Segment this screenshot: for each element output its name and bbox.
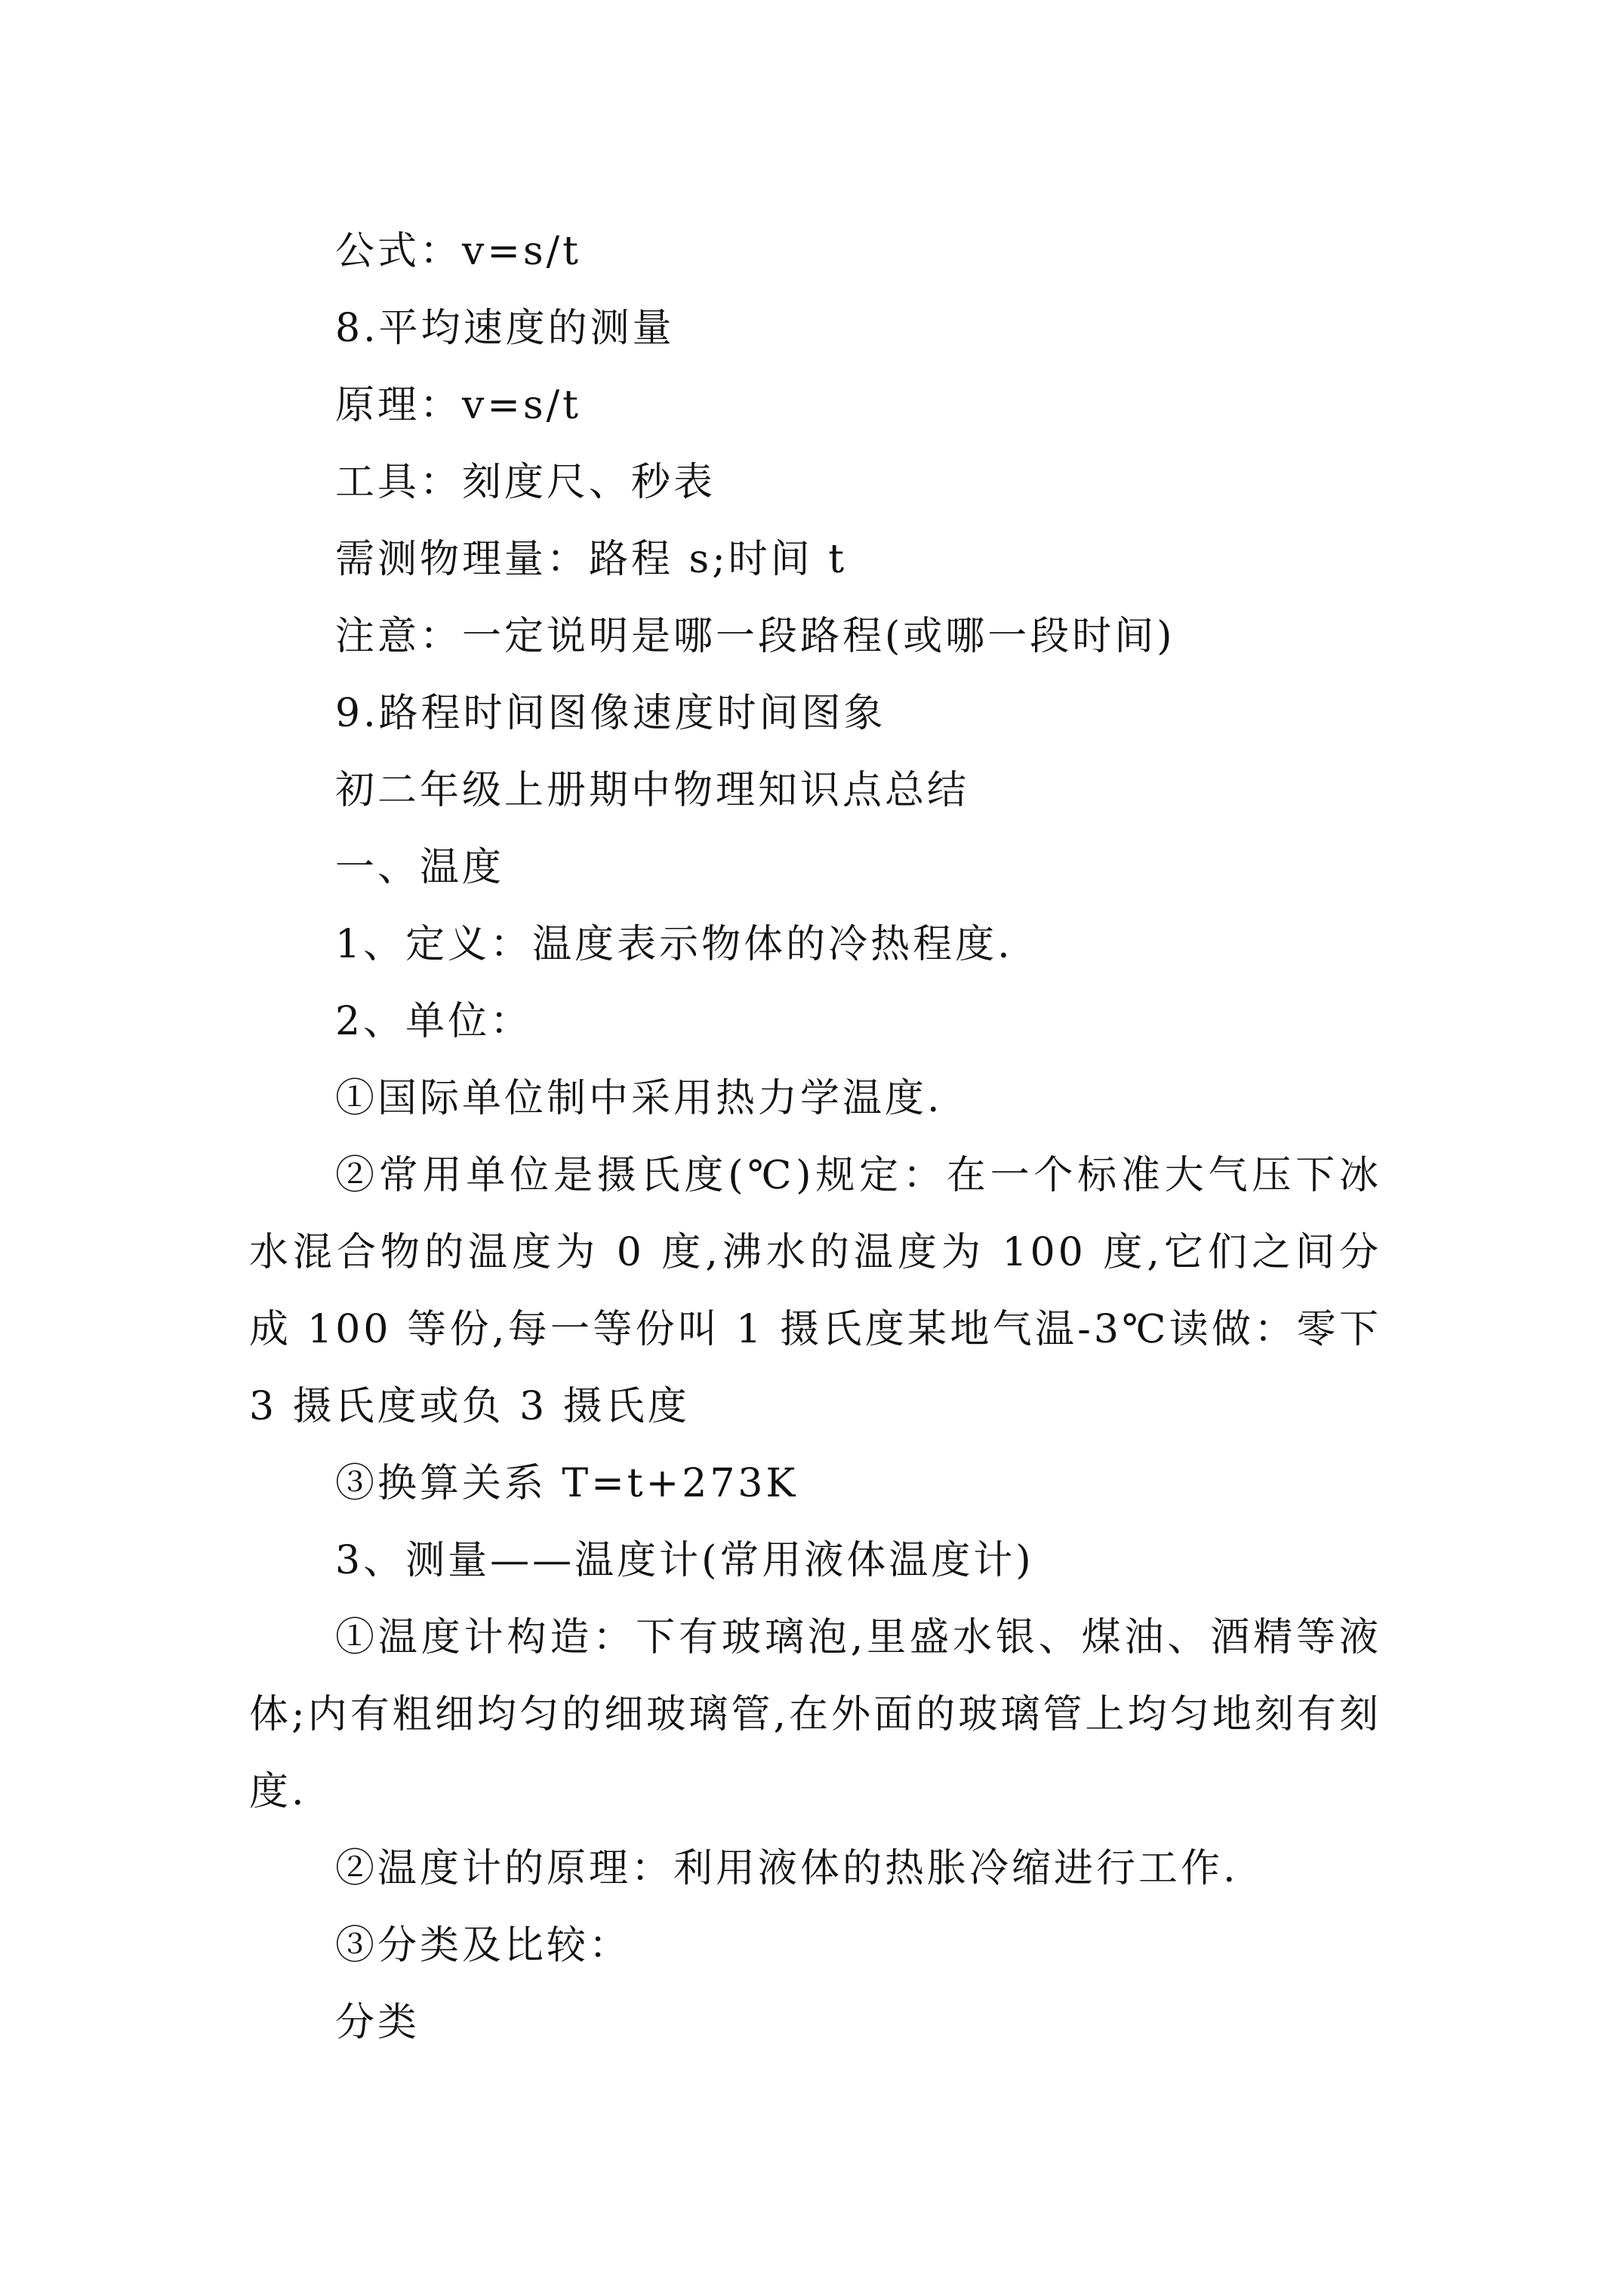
- document-title: 初二年级上册期中物理知识点总结: [335, 768, 970, 813]
- list-item: ③分类及比较：: [335, 1923, 632, 1968]
- quantities-line: 需测物理量：路程 s;时间 t: [335, 537, 848, 582]
- unit-heading: 2、单位：: [335, 999, 533, 1044]
- definition-line: 1、定义：温度表示物体的冷热程度.: [335, 922, 1013, 967]
- category-line: 分类: [335, 2000, 420, 2045]
- tools-line: 工具：刻度尺、秒表: [335, 460, 716, 505]
- note-line: 注意：一定说明是哪一段路程(或哪一段时间): [335, 614, 1175, 659]
- section-heading: 一、温度: [335, 845, 505, 890]
- paragraph: ①温度计构造：下有玻璃泡,里盛水银、煤油、酒精等液体;内有粗细均匀的细玻璃管,在外面的玻璃管上均匀地刻有刻度.: [249, 1615, 1381, 1814]
- list-item: ③换算关系 T=t+273K: [335, 1461, 799, 1506]
- paragraph: ②常用单位是摄氏度(℃)规定：在一个标准大气压下冰水混合物的温度为 0 度,沸水的温度为 100 度,它们之间分成 100 等份,每一等份叫 1 摄氏度某地气温-3℃读做：零下 3 摄氏度或负 3 摄氏度: [249, 1153, 1381, 1429]
- document-body: [249, 213, 1381, 2061]
- formula-line: 公式：v=s/t: [335, 229, 582, 274]
- list-item: ②温度计的原理：利用液体的热胀冷缩进行工作.: [335, 1846, 1239, 1891]
- principle-line: 原理：v=s/t: [335, 383, 582, 428]
- section-heading: 8.平均速度的测量: [335, 306, 675, 351]
- section-heading: 9.路程时间图像速度时间图象: [335, 691, 886, 736]
- list-item: ①国际单位制中采用热力学温度.: [335, 1076, 943, 1121]
- measurement-heading: 3、测量——温度计(常用液体温度计): [335, 1538, 1034, 1583]
